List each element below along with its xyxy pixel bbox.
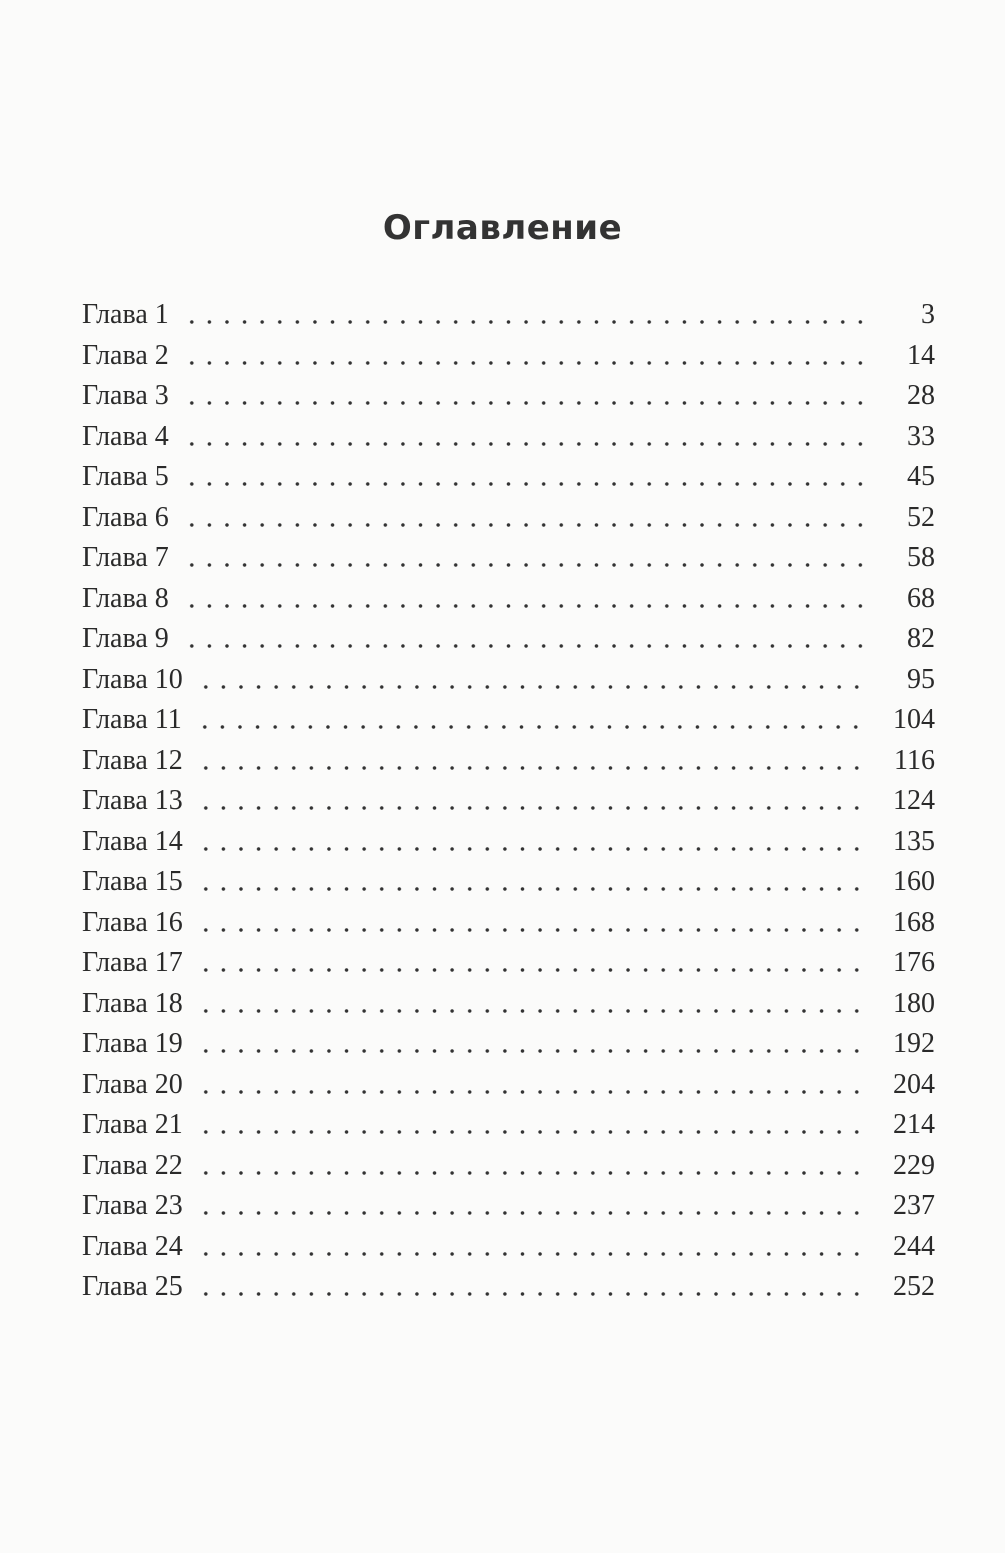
toc-entry-page-number: 14 [907, 339, 935, 371]
toc-entry-label: Глава 17 [82, 947, 183, 978]
toc-entry-page-number: 192 [893, 1028, 935, 1059]
dot-leader [197, 1049, 871, 1053]
toc-entry-label: Глава 2 [82, 339, 169, 371]
dot-leader [197, 1009, 871, 1013]
toc-entry [82, 538, 935, 579]
toc-entry-page-number: 237 [893, 1190, 935, 1221]
dot-leader [197, 1130, 871, 1134]
toc-entry [82, 295, 935, 336]
toc-entry-page-number: 33 [907, 420, 935, 452]
toc-entry-page-number: 176 [893, 947, 935, 978]
toc-entry [82, 943, 935, 984]
dot-leader [197, 1292, 871, 1296]
toc-entry-page-number: 180 [893, 987, 935, 1019]
toc-entry-page-number: 160 [893, 866, 935, 897]
toc-entry-page-number: 135 [893, 825, 935, 857]
toc-entry-label: Глава 8 [82, 582, 169, 614]
toc-entry [82, 1065, 935, 1106]
toc-entry [82, 1186, 935, 1227]
toc-entry-label: Глава 3 [82, 380, 169, 411]
toc-entry-label: Глава 21 [82, 1109, 183, 1140]
dot-leader [197, 847, 871, 851]
toc-entry-page-number: 252 [893, 1271, 935, 1302]
dot-leader [197, 685, 871, 689]
toc-entry [82, 498, 935, 539]
dot-leader [197, 1090, 871, 1094]
toc-entry-page-number: 116 [894, 744, 935, 776]
toc-entry [82, 619, 935, 660]
toc-entry-page-number: 214 [893, 1109, 935, 1140]
toc-entry-page-number: 58 [907, 542, 935, 573]
dot-leader [197, 968, 871, 972]
toc-entry-label: Глава 19 [82, 1028, 183, 1059]
toc-entry-page-number: 52 [907, 501, 935, 533]
toc-entry [82, 1024, 935, 1065]
toc-entry [82, 1227, 935, 1268]
toc-entry-label: Глава 9 [82, 623, 169, 654]
toc-entry-page-number: 82 [907, 623, 935, 654]
dot-leader [197, 766, 871, 770]
toc-entry-label: Глава 7 [82, 542, 169, 573]
dot-leader [197, 1211, 871, 1215]
toc-entry [82, 417, 935, 458]
toc-entry [82, 1267, 935, 1308]
toc-entry-label: Глава 24 [82, 1230, 183, 1262]
toc-list [82, 295, 935, 1308]
toc-entry-label: Глава 6 [82, 501, 169, 533]
toc-entry-label: Глава 10 [82, 663, 183, 695]
toc-entry-label: Глава 16 [82, 906, 183, 938]
dot-leader [183, 482, 871, 486]
toc-entry-page-number: 204 [893, 1068, 935, 1100]
toc-entry-label: Глава 20 [82, 1068, 183, 1100]
toc-entry-label: Глава 25 [82, 1271, 183, 1302]
toc-entry-page-number: 95 [907, 663, 935, 695]
toc-entry [82, 862, 935, 903]
toc-entry-label: Глава 23 [82, 1190, 183, 1221]
dot-leader [197, 1171, 871, 1175]
toc-entry [82, 457, 935, 498]
dot-leader [197, 1252, 871, 1256]
toc-entry-label: Глава 13 [82, 785, 183, 816]
toc-entry [82, 1146, 935, 1187]
toc-entry-page-number: 244 [893, 1230, 935, 1262]
toc-entry [82, 984, 935, 1025]
toc-entry-label: Глава 15 [82, 866, 183, 897]
toc-title: Оглавление [382, 208, 623, 248]
dot-leader [183, 644, 871, 648]
dot-leader [183, 401, 871, 405]
toc-entry [82, 1105, 935, 1146]
toc-entry-page-number: 104 [893, 704, 935, 735]
toc-entry-page-number: 45 [907, 461, 935, 492]
dot-leader [197, 928, 871, 932]
toc-entry-label: Глава 12 [82, 744, 183, 776]
toc-entry-page-number: 229 [893, 1149, 935, 1181]
dot-leader [183, 361, 871, 365]
toc-entry [82, 376, 935, 417]
toc-entry-label: Глава 4 [82, 420, 169, 452]
toc-entry-page-number: 68 [907, 582, 935, 614]
toc-entry-label: Глава 18 [82, 987, 183, 1019]
dot-leader [197, 887, 871, 891]
toc-entry-label: Глава 5 [82, 461, 169, 492]
dot-leader [183, 442, 871, 446]
toc-entry [82, 741, 935, 782]
toc-entry [82, 822, 935, 863]
toc-entry-label: Глава 11 [82, 704, 182, 735]
toc-entry [82, 781, 935, 822]
toc-entry-label: Глава 1 [82, 299, 169, 330]
toc-entry [82, 700, 935, 741]
toc-entry [82, 336, 935, 377]
dot-leader [183, 563, 871, 567]
dot-leader [183, 320, 871, 324]
dot-leader [183, 523, 871, 527]
toc-entry-page-number: 3 [921, 299, 935, 330]
toc-entry-page-number: 168 [893, 906, 935, 938]
toc-entry-label: Глава 14 [82, 825, 183, 857]
toc-entry-label: Глава 22 [82, 1149, 183, 1181]
dot-leader [196, 725, 871, 729]
dot-leader [183, 604, 871, 608]
toc-entry [82, 579, 935, 620]
toc-entry-page-number: 28 [907, 380, 935, 411]
dot-leader [197, 806, 871, 810]
toc-entry-page-number: 124 [893, 785, 935, 816]
toc-entry [82, 660, 935, 701]
toc-entry [82, 903, 935, 944]
